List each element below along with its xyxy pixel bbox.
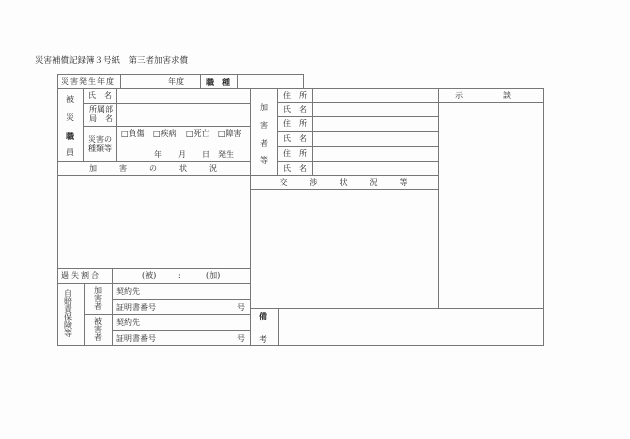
damage-status-header — [57, 161, 251, 176]
victim-dept-input[interactable] — [116, 103, 251, 127]
insurance-group-char: 保 — [64, 313, 72, 322]
checkbox-illness[interactable]: □疾病 — [153, 129, 177, 138]
victim-cert-suffix: 号 — [237, 334, 245, 343]
fault-ratio-sep: : — [178, 271, 181, 280]
fault-ratio-label: 過失割合 — [61, 271, 101, 280]
negotiation-header-text: 交 渉 状 況 等 — [279, 178, 410, 187]
insurance-victim-char: 者 — [94, 333, 102, 342]
job-input[interactable] — [237, 74, 304, 89]
assailant-name-label: 氏 名 — [283, 164, 307, 173]
victim-type-label: 種類等 — [88, 144, 112, 153]
victim-group-char: 員 — [66, 148, 74, 157]
victim-group-char: 職 — [66, 131, 74, 141]
year-input[interactable] — [120, 74, 201, 89]
insurance-group-char: 賠 — [64, 297, 72, 306]
remarks-area[interactable] — [278, 308, 544, 346]
fault-ratio-victim[interactable]: (被) — [142, 271, 157, 280]
remarks-label-char: 備 — [259, 311, 267, 321]
insurance-assailant-char: 加 — [94, 286, 102, 295]
negotiation-area[interactable] — [250, 189, 439, 309]
insurance-victim-char: 被 — [94, 317, 102, 326]
assailant-contract-label: 契約先 — [116, 287, 140, 296]
victim-dept-label: 所属部 — [89, 105, 113, 114]
assailant-group-char: 害 — [260, 121, 268, 130]
victim-group-char: 災 — [66, 113, 74, 122]
occurrence-date[interactable]: 年 月 日 発生 — [154, 150, 234, 159]
victim-cert-label: 証明書番号 — [116, 334, 156, 343]
assailant-name-label: 氏 名 — [283, 134, 307, 143]
assailant-address-label: 住 所 — [283, 149, 307, 158]
assailant-label-column — [277, 88, 313, 176]
job-label: 職 種 — [206, 77, 230, 87]
assailant-group-char: 等 — [260, 156, 268, 165]
fault-ratio-assailant[interactable]: (加) — [206, 271, 221, 280]
negotiation-header — [250, 175, 439, 190]
checkbox-disability[interactable]: □障害 — [218, 129, 242, 138]
insurance-group-char: 等 — [64, 329, 72, 338]
damage-status-area[interactable] — [57, 175, 251, 269]
assailant-group-char: 加 — [260, 103, 268, 112]
victim-contract-label: 契約先 — [116, 318, 140, 327]
assailant-address-label: 住 所 — [283, 91, 307, 100]
insurance-assailant-char: 害 — [94, 294, 102, 303]
year-label: 災害発生年度 — [61, 77, 115, 86]
victim-name-label: 氏 名 — [88, 91, 112, 100]
victim-group-char: 被 — [66, 95, 74, 104]
assailant-name-label: 氏 名 — [283, 105, 307, 114]
checkbox-death[interactable]: □死亡 — [186, 129, 210, 138]
insurance-assailant-char: 者 — [94, 302, 102, 311]
assailant-cert-suffix: 号 — [237, 303, 245, 312]
year-suffix: 年度 — [168, 77, 184, 86]
insurance-victim-char: 害 — [94, 325, 102, 334]
checkbox-injury[interactable]: □負傷 — [121, 129, 145, 138]
settlement-area[interactable] — [438, 102, 544, 309]
insurance-group-char: 険 — [64, 321, 72, 330]
damage-status-header-text: 加 害 の 状 況 — [89, 164, 219, 173]
insurance-group-char: 自 — [64, 289, 72, 298]
insurance-group-char: 責 — [64, 305, 72, 314]
victim-type-label: 災害の — [88, 135, 112, 144]
form-title: 災害補償記録簿３号紙 第三者加害求償 — [35, 56, 189, 66]
remarks-label-char: 考 — [259, 335, 267, 344]
assailant-cert-label: 証明書番号 — [116, 303, 156, 312]
victim-name-input[interactable] — [116, 88, 251, 104]
victim-dept-label: 局 名 — [89, 114, 113, 123]
assailant-address-label: 住 所 — [283, 119, 307, 128]
assailant-group-char: 者 — [260, 139, 268, 148]
settlement-header: 示 談 — [455, 91, 511, 100]
